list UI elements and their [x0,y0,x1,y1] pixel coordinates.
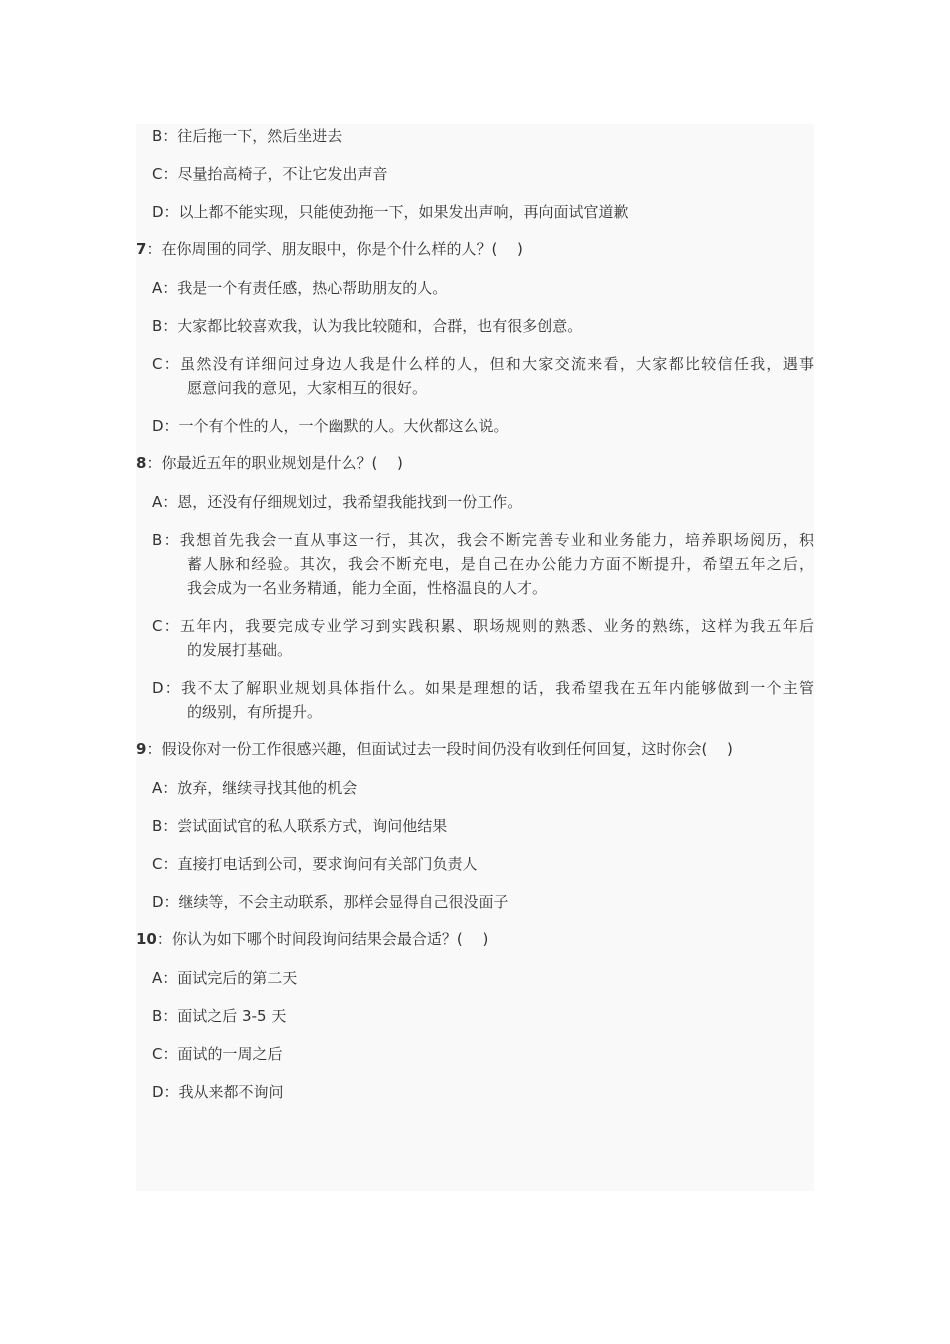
answer-option [136,200,814,224]
question-text: ：在你周围的同学、朋友眼中，你是个什么样的人？( ) [146,240,523,258]
option-text: C：五年内，我要完成专业学习到实践积累、职场规则的熟悉、业务的熟练，这样为我五年后 [152,617,814,635]
option-text: B：大家都比较喜欢我，认为我比较随和，合群，也有很多创意。 [152,317,583,335]
option-text: B：面试之后 3-5 天 [152,1007,287,1025]
option-text: D：以上都不能实现，只能使劲拖一下，如果发出声响，再向面试官道歉 [152,203,629,221]
question-list [136,124,814,1118]
option-text-continued: 蓄人脉和经验。其次，我会不断充电，是自己在办公能力方面不断提升，希望五年之后， [187,555,814,573]
option-text: B：尝试面试官的私人联系方式，询问他结果 [152,817,448,835]
answer-option [136,314,814,338]
answer-option [136,676,814,724]
option-text: C：直接打电话到公司，要求询问有关部门负责人 [152,855,478,873]
option-text: A：面试完后的第二天 [152,969,298,987]
option-text: B：往后拖一下，然后坐进去 [152,127,343,145]
option-text: C：虽然没有详细问过身边人我是什么样的人，但和大家交流来看，大家都比较信任我，遇事 [152,355,814,373]
option-text: C：面试的一周之后 [152,1045,283,1063]
answer-option [136,124,814,148]
answer-option [136,162,814,186]
question-heading [136,928,814,950]
option-text: A：我是一个有责任感，热心帮助朋友的人。 [152,279,448,297]
option-text: C：尽量抬高椅子，不让它发出声音 [152,165,388,183]
option-text-continued: 的发展打基础。 [187,641,293,659]
question-text: ：你最近五年的职业规划是什么？( ) [146,454,403,472]
question-number: 9 [136,740,147,758]
question-heading [136,238,814,260]
question-number: 10 [136,930,157,948]
answer-option [136,966,814,990]
option-text: A：放弃，继续寻找其他的机会 [152,779,358,797]
option-text: B：我想首先我会一直从事这一行，其次，我会不断完善专业和业务能力，培养职场阅历，积 [152,531,814,549]
option-text: D：继续等，不会主动联系，那样会显得自己很没面子 [152,893,509,911]
answer-option [136,490,814,514]
answer-option [136,1004,814,1028]
answer-option [136,776,814,800]
question-text: ：假设你对一份工作很感兴趣，但面试过去一段时间仍没有收到任何回复，这时你会( ) [146,740,733,758]
answer-option [136,814,814,838]
option-text: D：一个有个性的人，一个幽默的人。大伙都这么说。 [152,417,509,435]
answer-option [136,414,814,438]
answer-option [136,528,814,600]
question-heading [136,452,814,474]
option-text: D：我不太了解职业规划具体指什么。如果是理想的话，我希望我在五年内能够做到一个主管 [152,679,814,697]
question-heading [136,738,814,760]
option-text-continued: 我会成为一名业务精通，能力全面，性格温良的人才。 [187,579,548,597]
answer-option [136,614,814,662]
answer-option [136,890,814,914]
question-number: 8 [136,454,147,472]
answer-option [136,1042,814,1066]
answer-option [136,1080,814,1104]
answer-option [136,852,814,876]
answer-option [136,276,814,300]
option-text: A：恩，还没有仔细规划过，我希望我能找到一份工作。 [152,493,523,511]
answer-option [136,352,814,400]
option-text: D：我从来都不询问 [152,1083,284,1101]
question-number: 7 [136,240,147,258]
option-text-continued: 的级别，有所提升。 [187,703,323,721]
question-text: ：你认为如下哪个时间段询问结果会最合适？( ) [156,930,489,948]
option-text-continued: 愿意问我的意见，大家相互的很好。 [187,379,428,397]
